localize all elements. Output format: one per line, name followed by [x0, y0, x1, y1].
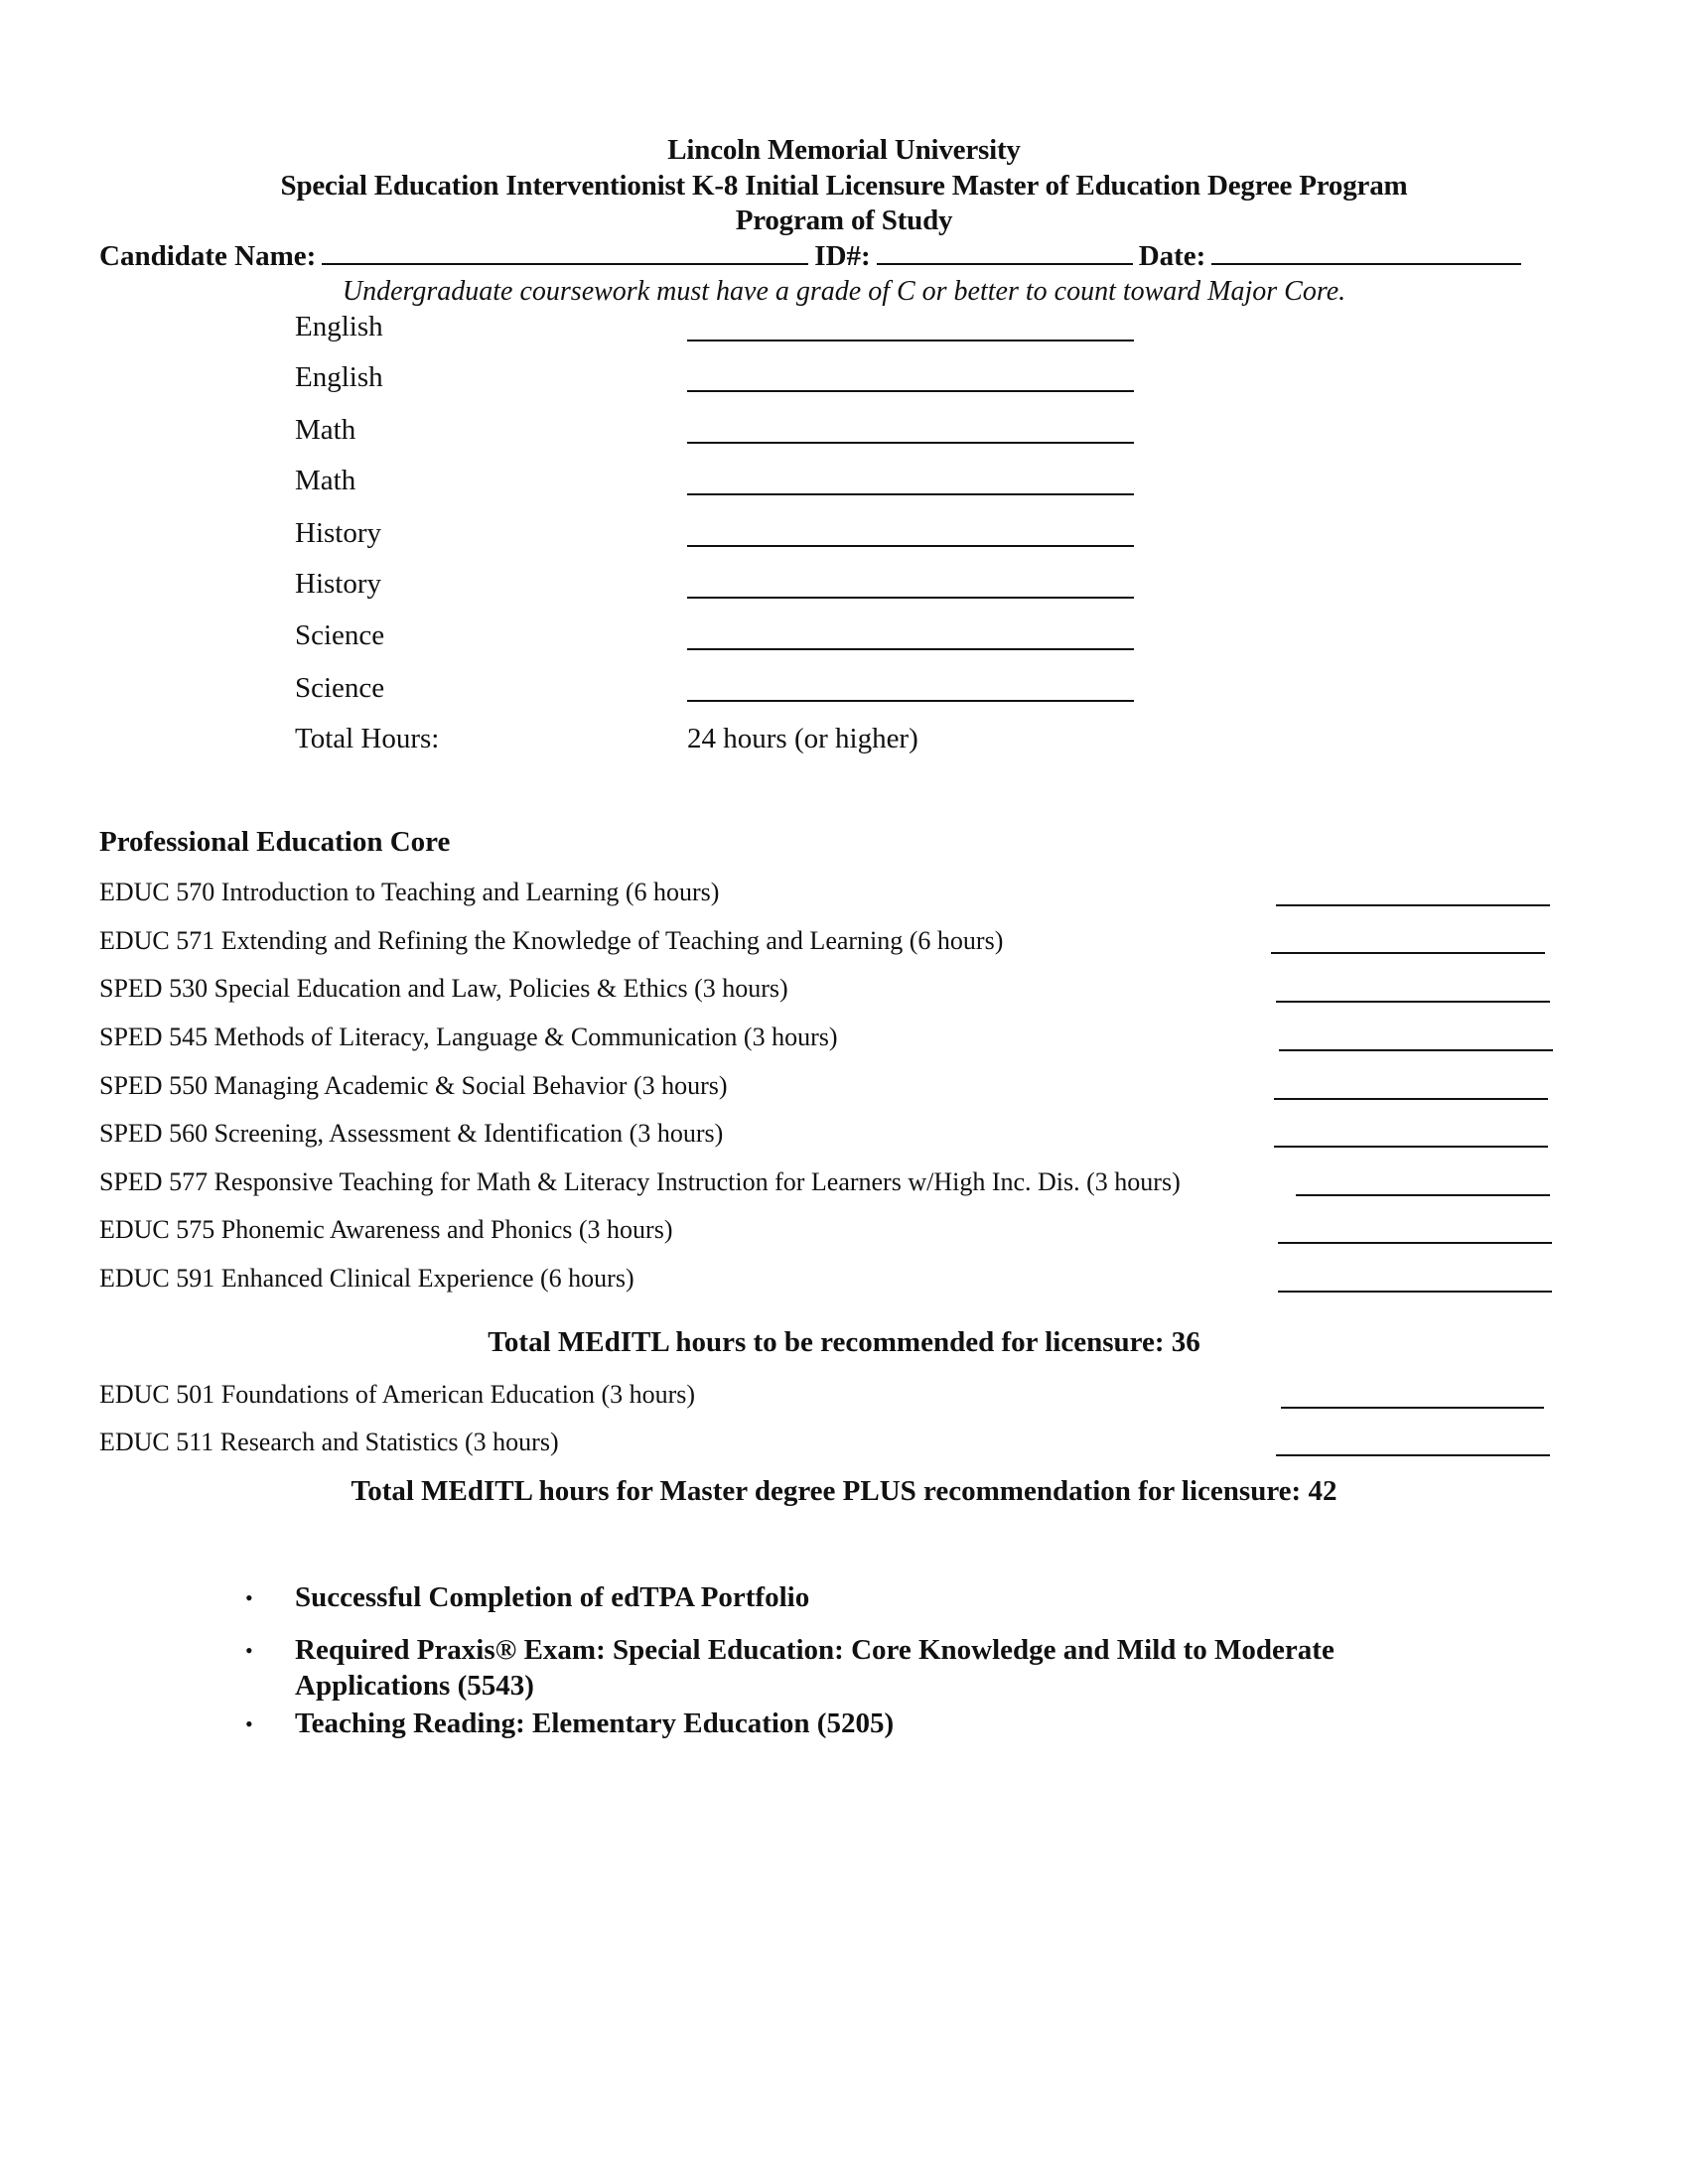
undergrad-subject: Science — [295, 619, 385, 651]
total-licensure-hours: Total MEdITL hours to be recommended for licensure: 36 — [488, 1326, 1200, 1358]
candidate-name-label: Candidate Name: — [99, 240, 317, 272]
course-grade-field[interactable] — [1278, 1242, 1552, 1244]
document-title: Program of Study — [735, 205, 953, 236]
course-row: EDUC 591 Enhanced Clinical Experience (6 hours) — [99, 1264, 634, 1293]
requirement-item: Teaching Reading: Elementary Education (5205) — [295, 1707, 895, 1739]
id-field[interactable] — [877, 241, 1133, 265]
undergrad-course-field[interactable] — [687, 545, 1134, 547]
course-grade-field[interactable] — [1276, 904, 1550, 906]
bullet-icon: • — [245, 1711, 253, 1736]
grade-requirement-note: Undergraduate coursework must have a grade of C or better to count toward Major Core. — [342, 276, 1346, 307]
course-row: SPED 550 Managing Academic & Social Behavior (3 hours) — [99, 1071, 728, 1100]
core-heading: Professional Education Core — [99, 826, 451, 858]
undergrad-course-field[interactable] — [687, 700, 1134, 702]
course-grade-field[interactable] — [1271, 952, 1545, 954]
id-label: ID#: — [814, 240, 871, 272]
undergrad-subject: English — [295, 311, 383, 342]
bullet-icon: • — [245, 1638, 253, 1663]
undergrad-subject: History — [295, 517, 381, 549]
date-field[interactable] — [1211, 241, 1521, 265]
university-name: Lincoln Memorial University — [667, 134, 1021, 166]
undergrad-subject: Math — [295, 465, 356, 496]
undergrad-subject: History — [295, 568, 381, 600]
course-row: EDUC 571 Extending and Refining the Knowledge of Teaching and Learning (6 hours) — [99, 926, 1004, 955]
course-row: EDUC 575 Phonemic Awareness and Phonics (3 hours) — [99, 1215, 673, 1244]
course-row: EDUC 501 Foundations of American Education (3 hours) — [99, 1380, 696, 1409]
course-row: SPED 545 Methods of Literacy, Language & Communication (3 hours) — [99, 1023, 838, 1051]
requirement-item-continuation: Applications (5543) — [295, 1670, 534, 1702]
undergrad-course-field[interactable] — [687, 442, 1134, 444]
program-name: Special Education Interventionist K-8 Initial Licensure Master of Education Degree Program — [280, 170, 1408, 202]
course-row: SPED 530 Special Education and Law, Policies & Ethics (3 hours) — [99, 974, 788, 1003]
course-grade-field[interactable] — [1274, 1098, 1548, 1100]
total-master-hours: Total MEdITL hours for Master degree PLUS recommendation for licensure: 42 — [351, 1475, 1337, 1507]
course-grade-field[interactable] — [1278, 1291, 1552, 1293]
undergrad-course-field[interactable] — [687, 390, 1134, 392]
undergrad-course-field[interactable] — [687, 493, 1134, 495]
course-grade-field[interactable] — [1276, 1001, 1550, 1003]
course-row: EDUC 511 Research and Statistics (3 hours) — [99, 1428, 559, 1456]
undergrad-course-field[interactable] — [687, 648, 1134, 650]
course-grade-field[interactable] — [1274, 1146, 1548, 1148]
total-hours-label: Total Hours: — [295, 723, 440, 754]
requirement-item: Required Praxis® Exam: Special Education: Core Knowledge and Mild to Moderate — [295, 1634, 1335, 1666]
course-row: EDUC 570 Introduction to Teaching and Learning (6 hours) — [99, 878, 720, 906]
undergrad-subject: English — [295, 361, 383, 393]
total-hours-value: 24 hours (or higher) — [687, 723, 918, 754]
undergrad-subject: Science — [295, 672, 385, 704]
requirement-item: Successful Completion of edTPA Portfolio — [295, 1581, 810, 1613]
course-row: SPED 560 Screening, Assessment & Identification (3 hours) — [99, 1119, 724, 1148]
undergrad-course-field[interactable] — [687, 340, 1134, 341]
bullet-icon: • — [245, 1585, 253, 1610]
course-grade-field[interactable] — [1281, 1407, 1544, 1409]
course-grade-field[interactable] — [1296, 1194, 1550, 1196]
course-grade-field[interactable] — [1279, 1049, 1553, 1051]
undergrad-course-field[interactable] — [687, 597, 1134, 599]
candidate-name-field[interactable] — [322, 241, 808, 265]
candidate-info-row — [99, 240, 1527, 273]
course-grade-field[interactable] — [1276, 1454, 1550, 1456]
date-label: Date: — [1138, 240, 1206, 272]
course-row: SPED 577 Responsive Teaching for Math & Literacy Instruction for Learners w/High Inc. Dis. (3 hours) — [99, 1167, 1181, 1196]
undergrad-subject: Math — [295, 414, 356, 446]
